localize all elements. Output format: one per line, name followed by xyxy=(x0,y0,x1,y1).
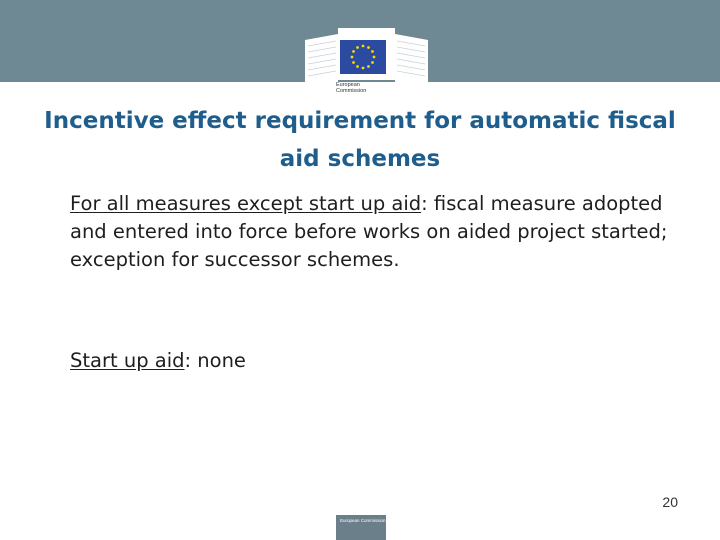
paragraph-text-start-up-aid: : none xyxy=(184,349,246,372)
page-number: 20 xyxy=(662,494,678,510)
footer-commission-logo xyxy=(336,515,386,540)
slide-title: Incentive effect requirement for automatic fiscal aid schemes xyxy=(44,108,676,172)
logo-caption xyxy=(336,82,396,94)
footer-logo-text: European Commission xyxy=(340,518,386,523)
logo-caption-line2: Commission xyxy=(336,88,367,94)
logo-caption-line1: European xyxy=(336,82,360,88)
paragraph-start-up-aid xyxy=(70,347,670,375)
european-commission-logo xyxy=(300,10,435,102)
paragraph-label-start-up-aid: Start up aid xyxy=(70,349,185,372)
paragraph-label-all-measures: For all measures except start up aid xyxy=(70,192,422,215)
paragraph-start-conditions xyxy=(70,190,670,274)
paragraph-text-all-measures: : fiscal measure adopted and entered into force before works on aided project started; exception for successor schemes. xyxy=(70,192,668,271)
